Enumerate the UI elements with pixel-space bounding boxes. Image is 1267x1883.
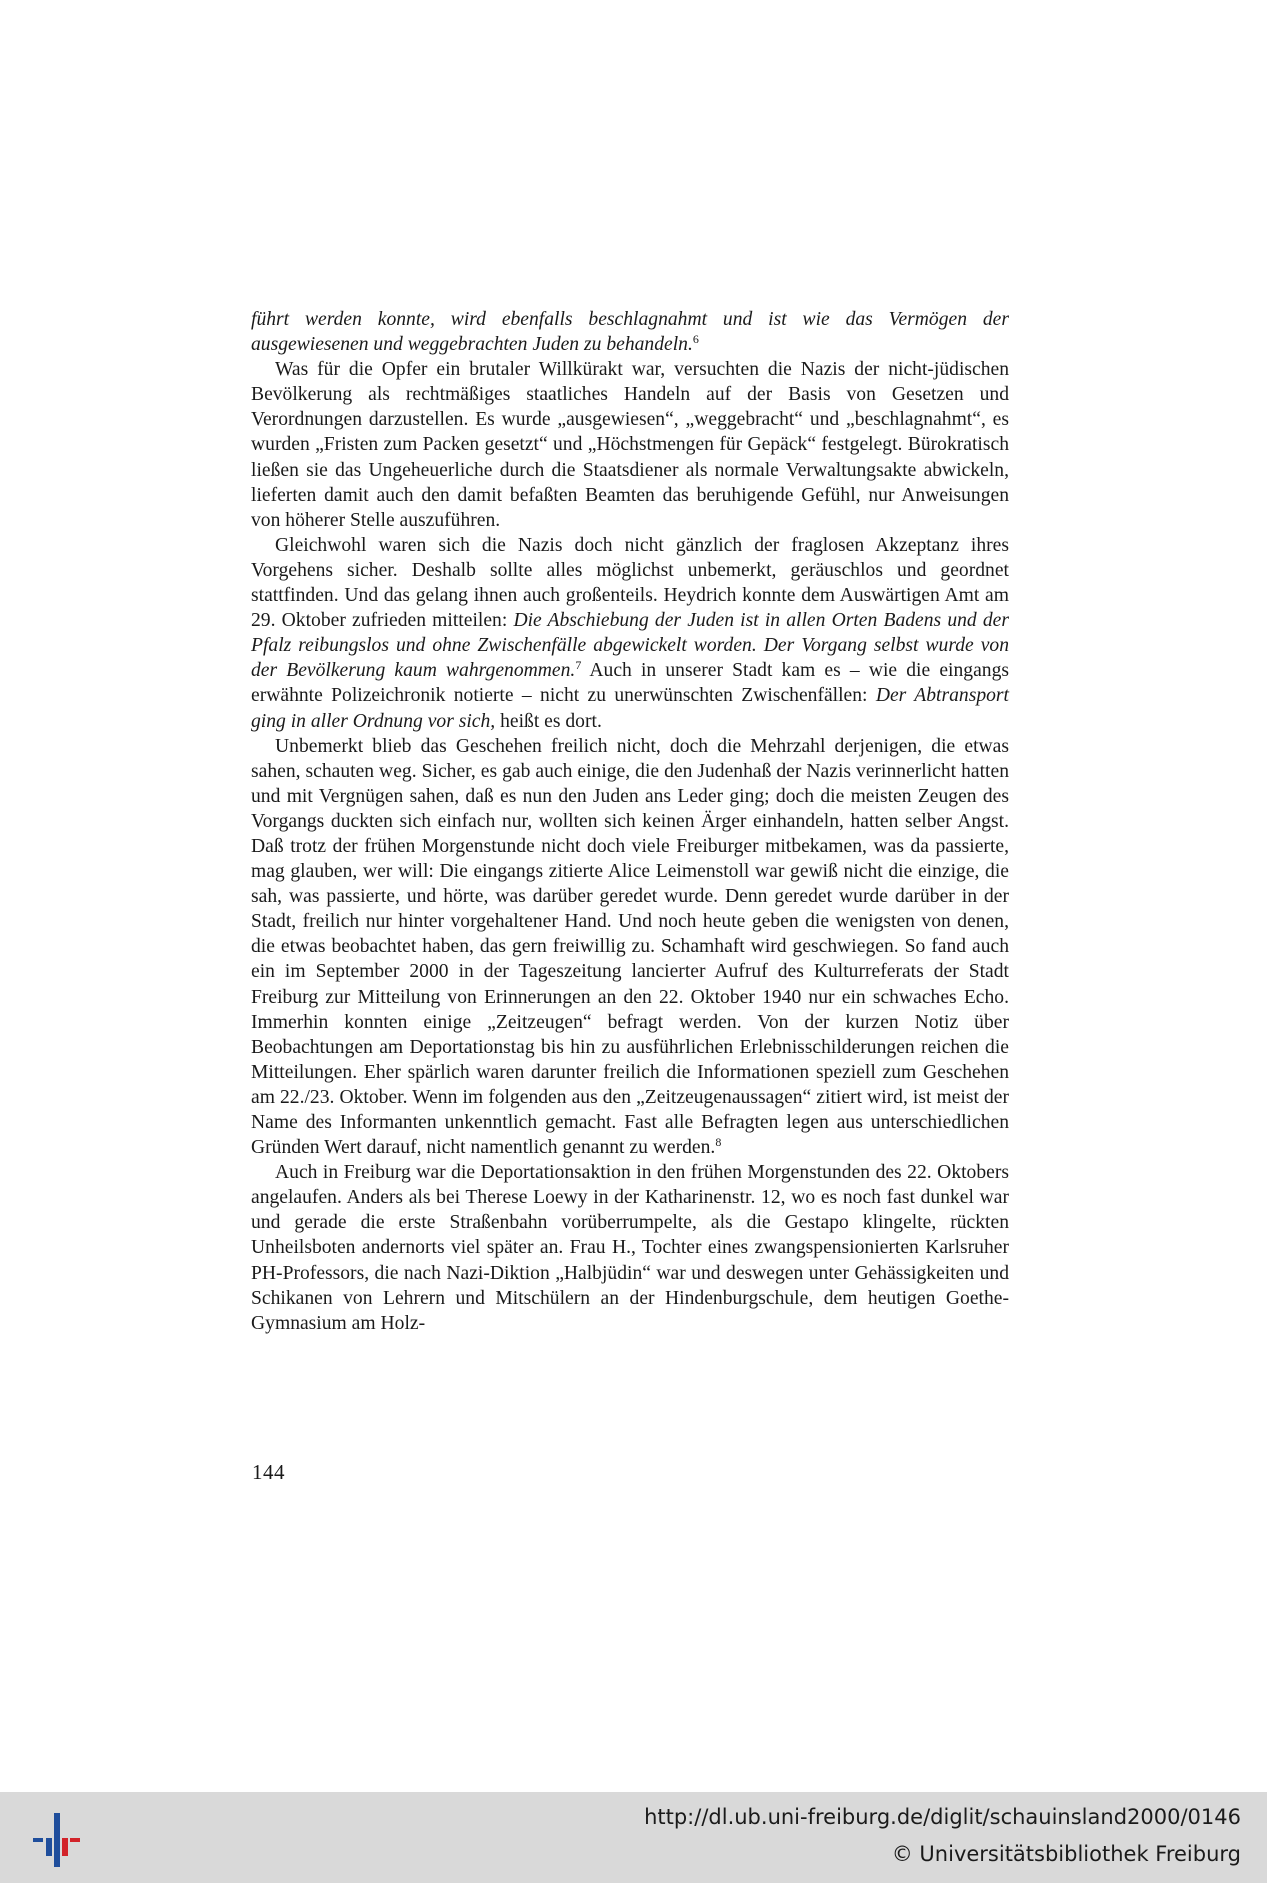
paragraph <box>251 307 1009 357</box>
text-run: Unbemerkt blieb das Geschehen freilich nicht, doch die Mehrzahl derjenigen, die etwas sahen, schauten weg. Sicher, es gab auch einige, die den Judenhaß der Nazis verinnerlicht hatten und mit Vergnügen sahen, daß es nun den Juden ans Leder ging; doch die meisten Zeugen des Vorgangs duckten sich einfach nur, wollten sich keinen Ärger einhandeln, hatten selber Angst. Daß trotz der frühen Morgenstunde nicht doch viele Freiburger mitbekamen, was da passierte, mag glauben, wer will: Die eingangs zitierte Alice Leimenstoll war gewiß nicht die einzige, die sah, was passierte, und hörte, was darüber geredet wurde. Denn geredet wurde darüber in der Stadt, freilich nur hinter vorgehaltener Hand. Und noch heute geben die wenigsten von denen, die etwas beobachtet haben, das gern freiwillig zu. Schamhaft wird geschwiegen. So fand auch ein im September 2000 in der Tageszeitung lancierter Aufruf des Kulturreferats der Stadt Freiburg zur Mitteilung von Erinnerungen an den 22. Oktober 1940 nur ein schwaches Echo. Immerhin konnten einige „Zeitzeugen“ befragt werden. Von der kurzen Notiz über Beobachtungen am Deportationstag bis hin zu ausführlichen Erlebnisschilderungen reichen die Mitteilungen. Eher spärlich waren darunter freilich die Informationen speziell zum Geschehen am 22./23. Oktober. Wenn im folgenden aus den „Zeitzeugenaussagen“ zitiert wird, ist meist der Name des Informanten unkenntlich gemacht. Fast alle Befragten legen aus unterschiedlichen Gründen Wert darauf, nicht namentlich genannt zu werden. <box>251 735 1009 1159</box>
footer-copyright: © Universitätsbibliothek Freiburg <box>891 1842 1241 1866</box>
footnote-marker: 7 <box>575 658 582 673</box>
paragraph <box>251 1160 1009 1336</box>
text-run: Was für die Opfer ein brutaler Willkürakt war, versuchten die Nazis der nicht-jüdischen Bevölkerung als rechtmäßiges staatliches Handeln auf der Basis von Gesetzen und Verordnungen darzustellen. Es wurde „ausgewiesen“, „weggebracht“ und „beschlagnahmt“, es wurden „Fristen zum Packen gesetzt“ und „Höchstmengen für Gepäck“ festgelegt. Bürokratisch ließen sie das Ungeheuerliche durch die Staatsdiener als normale Verwaltungsakte abwickeln, lieferten damit auch den damit befaßten Beamten das beruhigende Gefühl, nur Anweisungen von höherer Stelle auszuführen. <box>251 359 1009 531</box>
footer-bar <box>0 1792 1267 1883</box>
text-run: Auch in Freiburg war die Deportationsaktion in den frühen Morgenstunden des 22. Oktobers angelaufen. Anders als bei Therese Loewy in der Katharinenstr. 12, wo es noch fast dunkel war und gerade die erste Straßenbahn vorüberrumpelte, als die Gestapo klingelte, rückten Unheilsboten andernorts viel später an. Frau H., Tochter eines zwangspensionierten Karlsruher PH-Professors, die nach Nazi-Diktion „Halbjüdin“ war und deswegen unter Gehässigkeiten und Schikanen von Lehrern und Mitschülern an der Hindenburgschule, dem heutigen Goethe-Gymnasium am Holz- <box>251 1162 1009 1334</box>
italic-quote: Der Abtransport ging in aller Ordnung vor sich, <box>251 685 1009 732</box>
paragraph <box>251 734 1009 1161</box>
paragraph <box>251 357 1009 533</box>
body-text <box>251 307 1009 1336</box>
footer-url[interactable]: http://dl.ub.uni-freiburg.de/diglit/schauinsland2000/0146 <box>644 1805 1241 1829</box>
italic-quote: Die Abschiebung der Juden ist in allen Orten Badens und der Pfalz reibungslos und ohne Zwischenfälle abgewickelt worden. Der Vorgang selbst wurde von der Bevölkerung kaum wahrgenommen. <box>251 610 1009 682</box>
ub-freiburg-logo-icon <box>30 1805 82 1869</box>
paragraph <box>251 533 1009 734</box>
text-run: Auch in unserer Stadt kam es – wie die eingangs erwähnte Polizeichronik notierte – nicht zu unerwünschten Zwischenfällen: <box>251 660 1009 707</box>
footnote-marker: 6 <box>692 332 699 347</box>
text-run: Gleichwohl waren sich die Nazis doch nicht gänzlich der fraglosen Akzeptanz ihres Vorgehens sicher. Deshalb sollte alles möglichst unbemerkt, geräuschlos und geordnet stattfinden. Und das gelang ihnen auch großenteils. Heydrich konnte dem Auswärtigen Amt am 29. Oktober zufrieden mitteilen: <box>251 534 1009 632</box>
page-number: 144 <box>252 1460 285 1484</box>
text-run: heißt es dort. <box>495 710 602 732</box>
footnote-marker: 8 <box>715 1135 722 1150</box>
italic-quote: führt werden konnte, wird ebenfalls beschlagnahmt und ist wie das Vermögen der ausgewiesenen und weggebrachten Juden zu behandeln. <box>251 309 1009 356</box>
